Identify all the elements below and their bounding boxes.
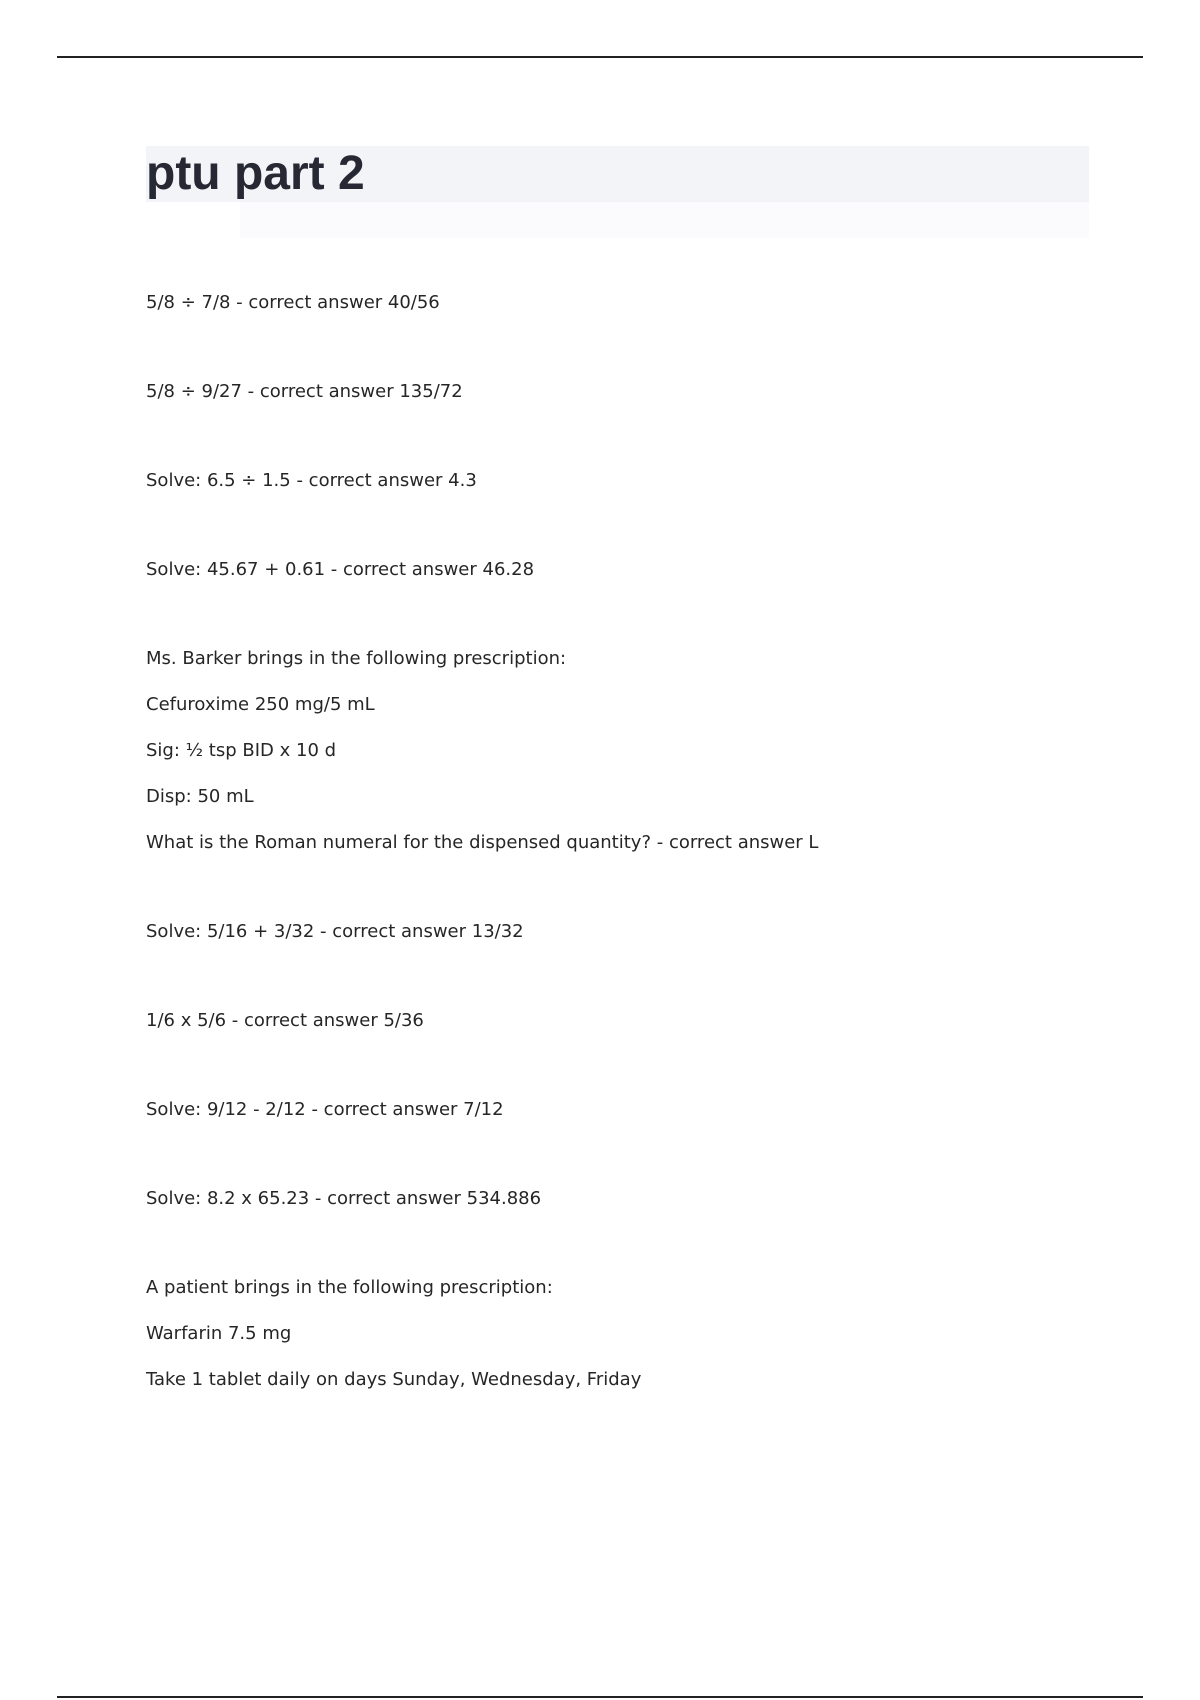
title-highlight-shadow <box>240 202 1089 238</box>
entry-line: Take 1 tablet daily on days Sunday, Wednesday, Friday <box>146 1369 642 1390</box>
entry-line: 1/6 x 5/6 - correct answer 5/36 <box>146 1010 424 1031</box>
entry-line: Solve: 6.5 ÷ 1.5 - correct answer 4.3 <box>146 470 477 491</box>
page-title: ptu part 2 <box>146 147 365 200</box>
entry-line: Solve: 9/12 - 2/12 - correct answer 7/12 <box>146 1099 504 1120</box>
qa-entry-prescription <box>146 648 1106 853</box>
entry-line: Cefuroxime 250 mg/5 mL <box>146 694 375 715</box>
entry-line: 5/8 ÷ 9/27 - correct answer 135/72 <box>146 381 463 402</box>
entry-line: Disp: 50 mL <box>146 786 254 807</box>
entry-line: A patient brings in the following prescription: <box>146 1277 553 1298</box>
qa-entry <box>146 1188 1106 1209</box>
entry-line: Ms. Barker brings in the following prescription: <box>146 648 567 669</box>
entry-line: What is the Roman numeral for the dispensed quantity? - correct answer L <box>146 832 819 853</box>
qa-entry <box>146 1099 1106 1120</box>
entry-line: Solve: 8.2 x 65.23 - correct answer 534.886 <box>146 1188 542 1209</box>
qa-entry <box>146 559 1106 580</box>
qa-entry <box>146 292 1106 313</box>
qa-entry <box>146 470 1106 491</box>
document-body <box>146 292 1106 1458</box>
top-divider <box>57 56 1143 58</box>
entry-line: 5/8 ÷ 7/8 - correct answer 40/56 <box>146 292 440 313</box>
entry-line: Solve: 5/16 + 3/32 - correct answer 13/32 <box>146 921 524 942</box>
qa-entry <box>146 921 1106 942</box>
qa-entry-prescription <box>146 1277 1106 1390</box>
entry-line: Sig: ½ tsp BID x 10 d <box>146 740 337 761</box>
qa-entry <box>146 381 1106 402</box>
bottom-divider <box>57 1696 1143 1698</box>
qa-entry <box>146 1010 1106 1031</box>
entry-line: Solve: 45.67 + 0.61 - correct answer 46.28 <box>146 559 535 580</box>
entry-line: Warfarin 7.5 mg <box>146 1323 292 1344</box>
